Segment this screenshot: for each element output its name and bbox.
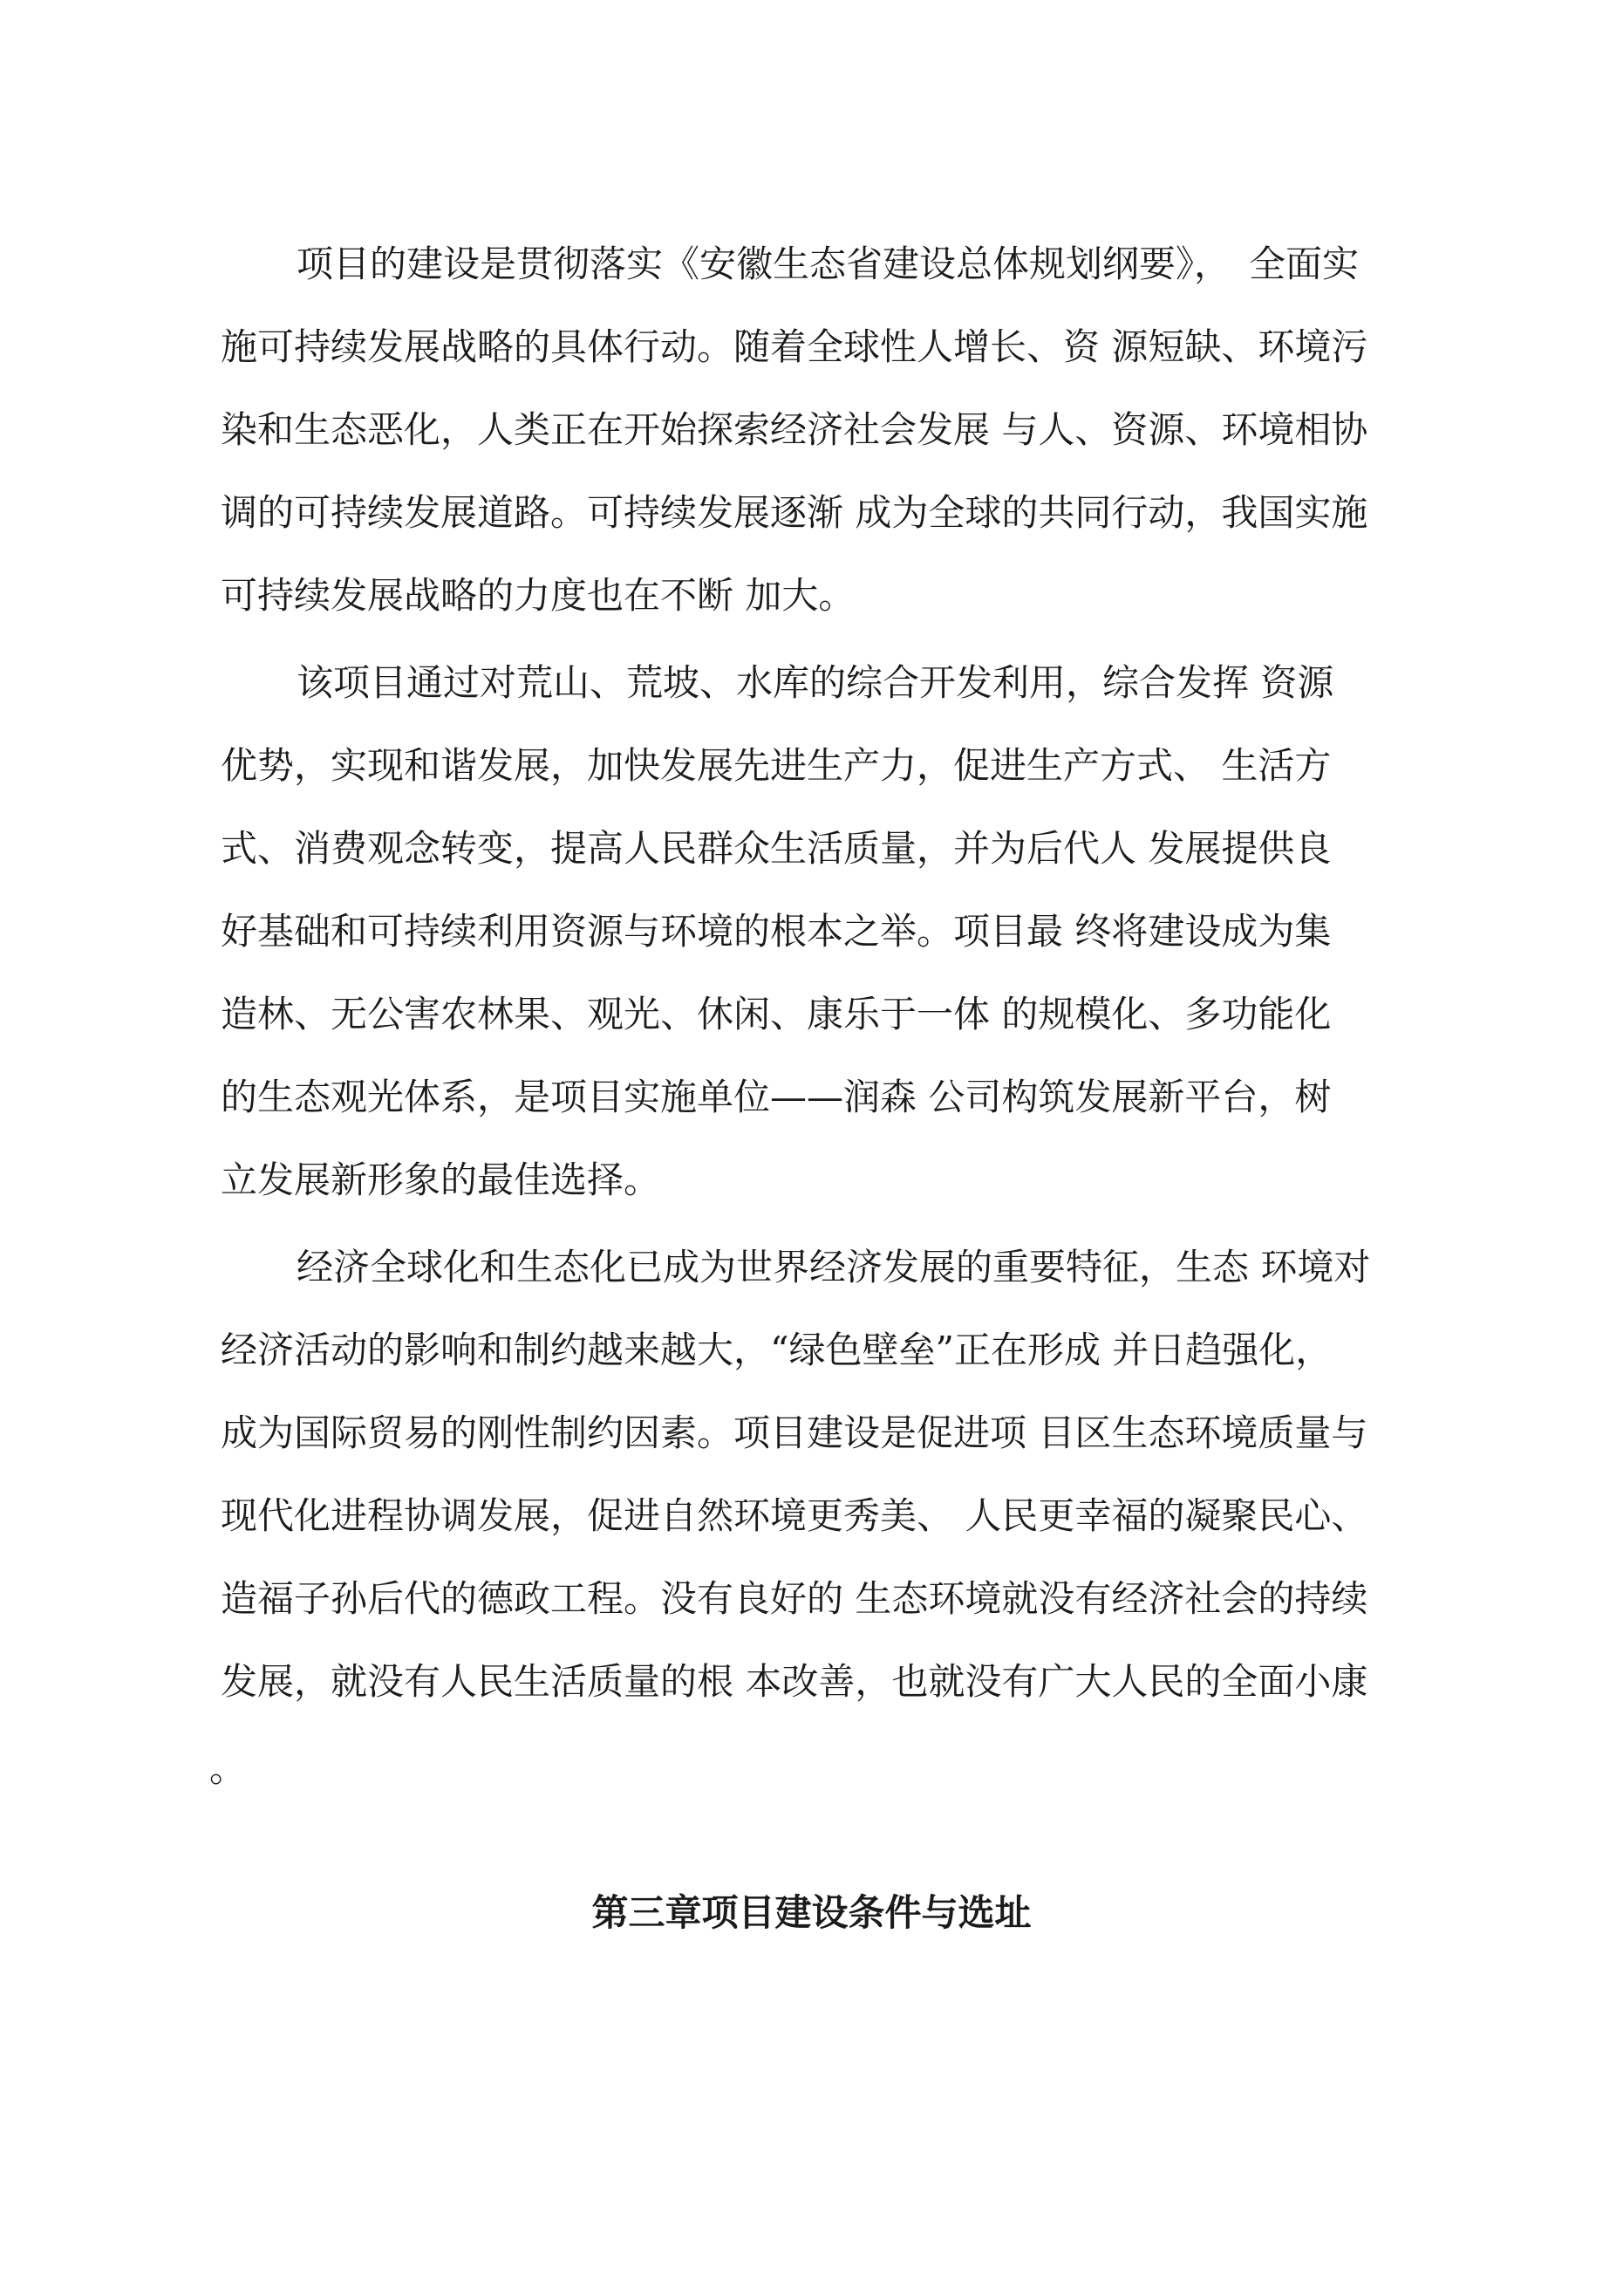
paragraph-1-line-4: 调的可持续发展道路。可持续发展逐渐 成为全球的共同行动，我国实施 (221, 491, 1368, 534)
paragraph-2-line-3: 式、消费观念转变，提高人民群众生活质量，并为后代人 发展提供良 (221, 827, 1332, 870)
paragraph-1-line-5: 可持续发展战略的力度也在不断 加大。 (221, 574, 856, 617)
paragraph-3-line-7: 。 (209, 1747, 247, 1790)
paragraph-3-line-5: 造福子孙后代的德政工程。没有良好的 生态环境就没有经济社会的持续 (221, 1577, 1368, 1620)
paragraph-3-line-3: 成为国际贸易的刚性制约因素。项目建设是促进项 目区生态环境质量与 (221, 1411, 1368, 1454)
paragraph-1-line-2: 施可持续发展战略的具体行动。随着全球性人增长、资 源短缺、环境污 (221, 325, 1368, 368)
chapter-heading: 第三章项目建设条件与选址 (591, 1891, 1032, 1934)
paragraph-3-line-6: 发展，就没有人民生活质量的根 本改善，也就没有广大人民的全面小康 (221, 1660, 1368, 1703)
paragraph-3-line-4: 现代化进程协调发展，促进自然环境更秀美、 人民更幸福的凝聚民心、 (221, 1494, 1368, 1537)
paragraph-1-line-3: 染和生态恶化，人类正在开始探索经济社会发展 与人、资源、环境相协 (221, 408, 1368, 451)
paragraph-2-line-1: 该项目通过对荒山、荒坡、水库的综合开发利用，综合发挥 资源 (297, 661, 1334, 704)
paragraph-1-line-1: 项目的建设是贯彻落实《安徽生态省建设总体规划纲要》， 全面实 (297, 243, 1360, 285)
paragraph-2-line-2: 优势，实现和谐发展，加快发展先进生产力，促进生产方式、 生活方 (221, 744, 1332, 787)
paragraph-2-line-7: 立发展新形象的最佳选择。 (221, 1158, 661, 1201)
paragraph-3-line-2: 经济活动的影响和制约越来越大，“绿色壁垒”正在形成 并日趋强化， (221, 1329, 1333, 1371)
paragraph-2-line-5: 造林、无公害农林果、观光、休闲、康乐于一体 的规模化、多功能化 (221, 993, 1332, 1035)
paragraph-2-line-4: 好基础和可持续利用资源与环境的根本之举。项目最 终将建设成为集 (221, 910, 1332, 953)
paragraph-3-line-1: 经济全球化和生态化已成为世界经济发展的重要特征，生态 环境对 (297, 1246, 1371, 1288)
paragraph-2-line-6: 的生态观光体系，是项目实施单位——润森 公司构筑发展新平台，树 (221, 1076, 1332, 1118)
